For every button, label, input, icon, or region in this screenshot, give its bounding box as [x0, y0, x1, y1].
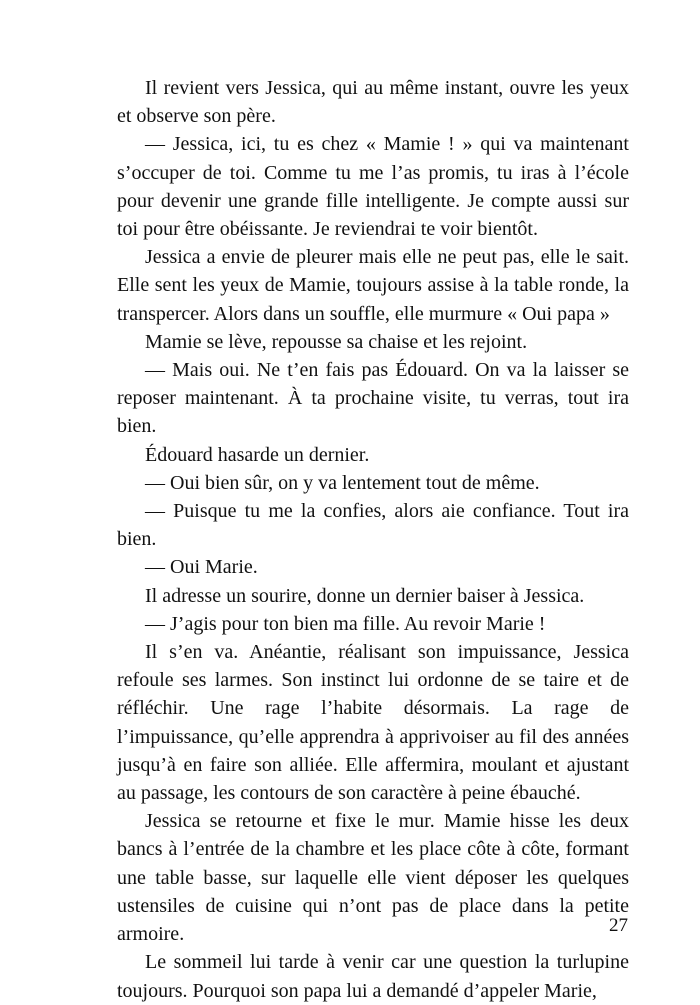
paragraph-7: — Oui bien sûr, on y va lentement tout de même.: [145, 471, 540, 494]
paragraph-9: — Oui Marie.: [145, 556, 258, 579]
paragraph-3: Jessica a envie de pleurer mais elle ne peut pas, elle le sait. Elle sent les yeux de Mamie, toujours assise à la table ronde, la transpercer. Alors dans un souffle, elle murmure « Oui papa »: [117, 246, 629, 325]
paragraph-5: — Mais oui. Ne t’en fais pas Édouard. On va la laisser se reposer maintenant. À ta prochaine visite, tu verras, tout ira bien.: [117, 359, 629, 438]
paragraph-2: — Jessica, ici, tu es chez « Mamie ! » qui va maintenant s’occuper de toi. Comme tu me l’as promis, tu iras à l’école pour devenir une grande fille intelligente. Je compte aussi sur toi pour être obéissante. Je reviendrai te voir bientôt.: [117, 133, 629, 241]
paragraph-14: Le sommeil lui tarde à venir car une question la turlupine toujours. Pourquoi son papa lui a demandé d’appeler Marie,: [117, 951, 629, 1002]
paragraph-11: — J’agis pour ton bien ma fille. Au revoir Marie !: [145, 612, 546, 635]
paragraph-6: Édouard hasarde un dernier.: [145, 443, 370, 466]
paragraph-13: Jessica se retourne et fixe le mur. Mamie hisse les deux bancs à l’entrée de la chambre et les place côte à côte, formant une table basse, sur laquelle elle vient déposer les quelques ustensiles de cuisine qui n’ont pas de place dans la petite armoire.: [117, 810, 629, 946]
paragraph-4: Mamie se lève, repousse sa chaise et les rejoint.: [145, 330, 528, 353]
page-text: [117, 74, 629, 1005]
paragraph-12: Il s’en va. Anéantie, réalisant son impuissance, Jessica refoule ses larmes. Son instinct lui ordonne de se taire et de réfléchir. Une rage l’habite désormais. La rage de l’impuissance, qu’elle apprendra à apprivoiser au fil des années jusqu’à en faire son alliée. Elle affermira, moulant et ajustant au passage, les contours de son caractère à peine ébauché.: [117, 641, 629, 805]
paragraph-10: Il adresse un sourire, donne un dernier baiser à Jessica.: [145, 584, 585, 607]
paragraph-8: — Puisque tu me la confies, alors aie confiance. Tout ira bien.: [117, 500, 629, 551]
page-number: 27: [609, 915, 628, 936]
paragraph-1: Il revient vers Jessica, qui au même instant, ouvre les yeux et observe son père.: [117, 77, 629, 128]
